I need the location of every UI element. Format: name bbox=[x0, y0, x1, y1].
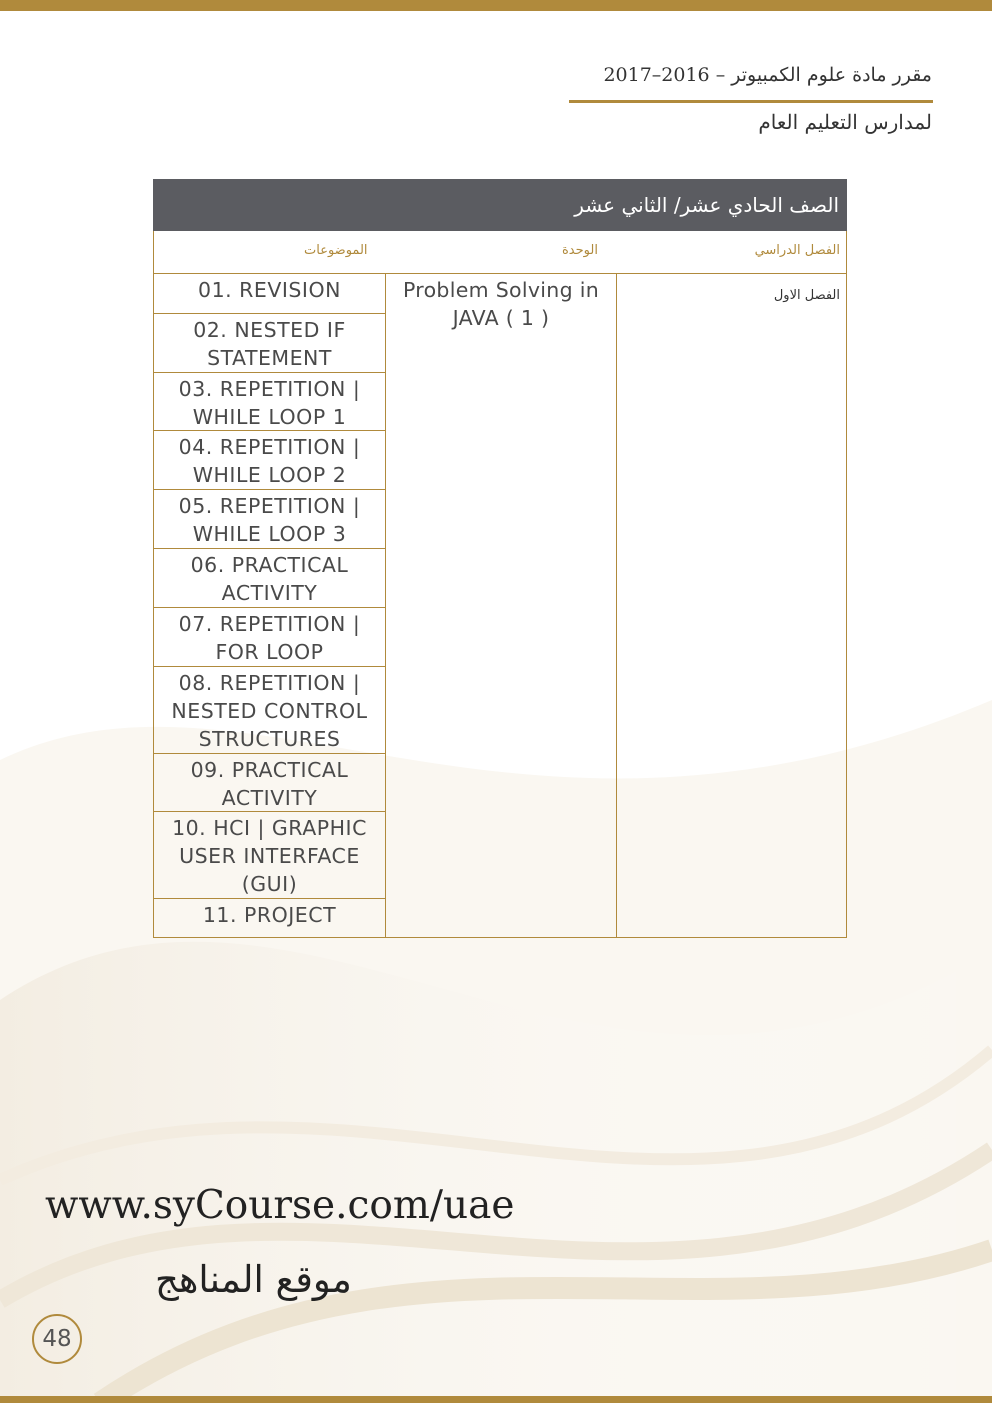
unit-column-header: الوحدة bbox=[562, 243, 598, 258]
topic-row: 08. REPETITION | NESTED CONTROL STRUCTURES bbox=[154, 667, 385, 754]
column-divider bbox=[385, 274, 386, 937]
topic-row: 03. REPETITION | WHILE LOOP 1 bbox=[154, 373, 385, 431]
topic-row: 10. HCI | GRAPHIC USER INTERFACE (GUI) bbox=[154, 812, 385, 899]
topics-column-header: الموضوعات bbox=[304, 243, 368, 258]
grade-title: الصف الحادي عشر/ الثاني عشر bbox=[153, 179, 847, 231]
table-body bbox=[153, 274, 847, 938]
term-column-header: الفصل الدراسي bbox=[754, 243, 840, 258]
header-divider bbox=[569, 100, 933, 103]
site-name: موقع المناهج bbox=[155, 1258, 352, 1301]
page-number: 48 bbox=[32, 1314, 82, 1364]
term-name: الفصل الاول bbox=[773, 288, 840, 303]
column-headers bbox=[153, 231, 847, 274]
unit-name: Problem Solving in JAVA ( 1 ) bbox=[402, 278, 600, 330]
topic-row: 07. REPETITION | FOR LOOP bbox=[154, 608, 385, 667]
topic-row: 01. REVISION bbox=[154, 274, 385, 314]
site-url[interactable]: www.syCourse.com/uae bbox=[45, 1183, 515, 1228]
topic-row: 09. PRACTICAL ACTIVITY bbox=[154, 754, 385, 812]
topic-row: 06. PRACTICAL ACTIVITY bbox=[154, 549, 385, 608]
curriculum-table bbox=[153, 179, 847, 938]
topic-row: 05. REPETITION | WHILE LOOP 3 bbox=[154, 490, 385, 549]
topic-row: 02. NESTED IF STATEMENT bbox=[154, 314, 385, 373]
topic-row: 04. REPETITION | WHILE LOOP 2 bbox=[154, 431, 385, 490]
bottom-gold-bar bbox=[0, 1396, 992, 1403]
course-title: مقرر مادة علوم الكمبيوتر – 2016–2017 bbox=[603, 64, 932, 86]
topic-row: 11. PROJECT bbox=[202, 903, 337, 927]
column-divider bbox=[616, 274, 617, 937]
top-gold-bar bbox=[0, 0, 992, 11]
schools-label: لمدارس التعليم العام bbox=[758, 110, 932, 134]
